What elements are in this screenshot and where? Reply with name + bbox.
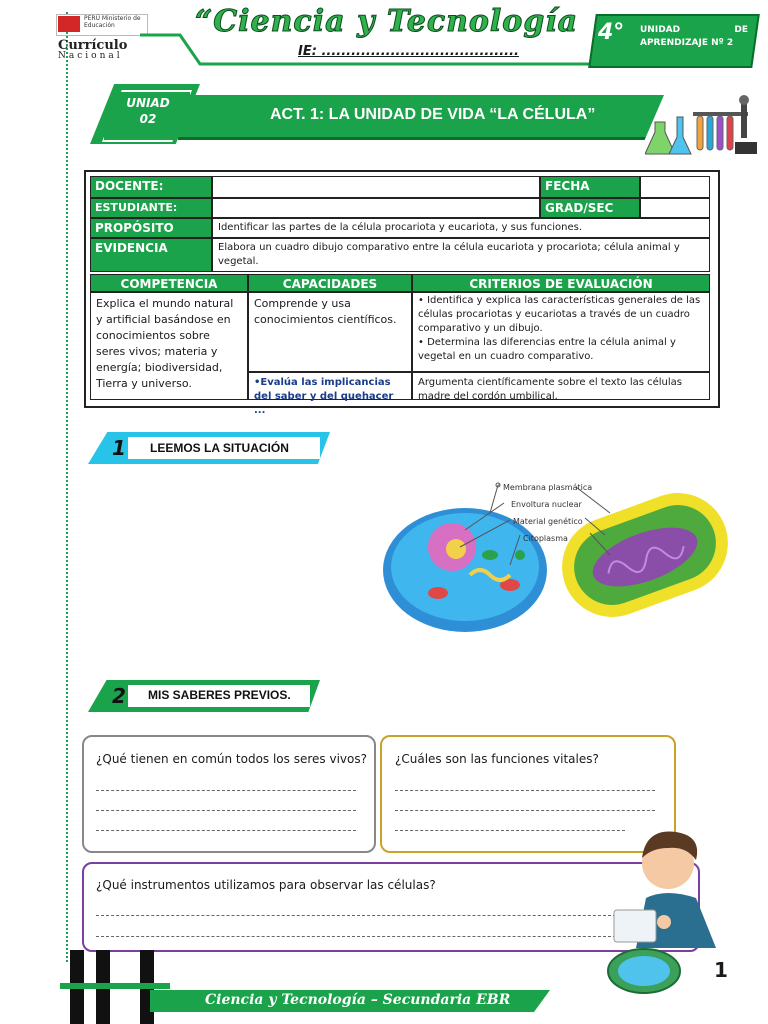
section-2-number: 2 bbox=[112, 684, 126, 708]
grade-number: 4° bbox=[598, 20, 625, 45]
criterios-cell bbox=[412, 292, 710, 372]
evidencia-value: Elabora un cuadro dibujo comparativo entre la célula eucariota y procariota; célula animal y vegetal. bbox=[212, 238, 710, 272]
section-2-title: MIS SABERES PREVIOS. bbox=[148, 688, 291, 702]
answer-line[interactable] bbox=[96, 830, 356, 831]
capacidades-column bbox=[248, 292, 412, 416]
proposito-label: PROPÓSITO bbox=[90, 218, 212, 238]
unid-line2: 02 bbox=[139, 112, 157, 126]
ministry-text: PERÚ Ministerio de Educación bbox=[84, 15, 141, 29]
criterio-3: Argumenta científicamente sobre el texto las células madre del cordón umbilical. bbox=[412, 372, 710, 400]
criterio-2: • Determina las diferencias entre la célula animal y vegetal en un cuadro comparativo. bbox=[418, 337, 676, 362]
ie-field: IE: ........................................ bbox=[298, 44, 519, 59]
question-1: ¿Qué tienen en común todos los seres vivos? bbox=[96, 752, 367, 766]
answer-line[interactable] bbox=[96, 810, 356, 811]
answer-line[interactable] bbox=[96, 915, 616, 916]
science-badge-icon bbox=[604, 946, 684, 996]
competencia-cell: Explica el mundo natural y artificial basándose en conocimientos sobre seres vivos; materia y energía; biodiversidad, Tierra y universo. bbox=[90, 292, 248, 400]
page-title: “Ciencia y Tecnología bbox=[195, 4, 579, 39]
capacidades-header: CAPACIDADES bbox=[248, 274, 412, 292]
cell-labels bbox=[503, 479, 592, 547]
unid-label bbox=[118, 95, 178, 127]
peru-flag-icon bbox=[58, 16, 80, 32]
unit-line2: APRENDIZAJE Nº 2 bbox=[640, 38, 734, 48]
lab-equipment-icon bbox=[645, 92, 760, 162]
gradsec-field[interactable] bbox=[640, 198, 710, 218]
estudiante-field[interactable] bbox=[212, 198, 540, 218]
margin-line bbox=[66, 12, 68, 962]
answer-line[interactable] bbox=[395, 810, 655, 811]
docente-label: DOCENTE: bbox=[90, 176, 212, 198]
unid-line1: UNIAD bbox=[126, 96, 170, 110]
curriculo-text: Currículo bbox=[58, 38, 128, 53]
footer-text: Ciencia y Tecnología – Secundaria EBR bbox=[205, 992, 511, 1008]
answer-line[interactable] bbox=[395, 790, 655, 791]
answer-line[interactable] bbox=[96, 790, 356, 791]
criterios-column bbox=[412, 292, 710, 400]
criterio-1: • Identifica y explica las características generales de las células procariotas y eucariotas a través de un cuadro comparativo y un dibujo. bbox=[418, 295, 701, 334]
criterios-header: CRITERIOS DE EVALUACIÓN bbox=[412, 274, 710, 292]
label-citoplasma: Citoplasma bbox=[523, 534, 568, 543]
section-1-number: 1 bbox=[112, 436, 126, 460]
nacional-text: Nacional bbox=[58, 51, 123, 61]
capacidad-2: •Evalúa las implicancias del saber y del quehacer ... bbox=[248, 372, 412, 400]
question-2: ¿Cuáles son las funciones vitales? bbox=[395, 752, 599, 766]
footer-bars-decoration bbox=[60, 945, 170, 1024]
label-envoltura: Envoltura nuclear bbox=[511, 500, 582, 509]
evidencia-label: EVIDENCIA bbox=[90, 238, 212, 272]
label-material: Material genético bbox=[513, 517, 583, 526]
activity-info-table bbox=[84, 170, 720, 416]
fecha-field[interactable] bbox=[640, 176, 710, 198]
thinking-student-icon bbox=[606, 818, 736, 958]
unit-label bbox=[640, 24, 748, 50]
activity-title: ACT. 1: LA UNIDAD DE VIDA “LA CÉLULA” bbox=[270, 106, 596, 123]
unit-word: UNIDAD bbox=[640, 25, 681, 35]
question-3: ¿Qué instrumentos utilizamos para observar las células? bbox=[96, 878, 436, 892]
capacidad-1: Comprende y usa conocimientos científicos. bbox=[248, 292, 412, 372]
answer-line[interactable] bbox=[96, 936, 616, 937]
answer-line[interactable] bbox=[395, 830, 625, 831]
label-membrana: Membrana plasmática bbox=[503, 483, 593, 492]
page-number: 1 bbox=[714, 958, 728, 982]
proposito-value: Identificar las partes de la célula procariota y eucariota, y sus funciones. bbox=[212, 218, 710, 238]
unit-de: DE bbox=[734, 25, 748, 35]
competencia-header: COMPETENCIA bbox=[90, 274, 248, 292]
fecha-label: FECHA bbox=[540, 176, 640, 198]
section-1-title: LEEMOS LA SITUACIÓN bbox=[150, 441, 289, 455]
estudiante-label: ESTUDIANTE: bbox=[90, 198, 212, 218]
docente-field[interactable] bbox=[212, 176, 540, 198]
gradsec-label: GRAD/SEC bbox=[540, 198, 640, 218]
